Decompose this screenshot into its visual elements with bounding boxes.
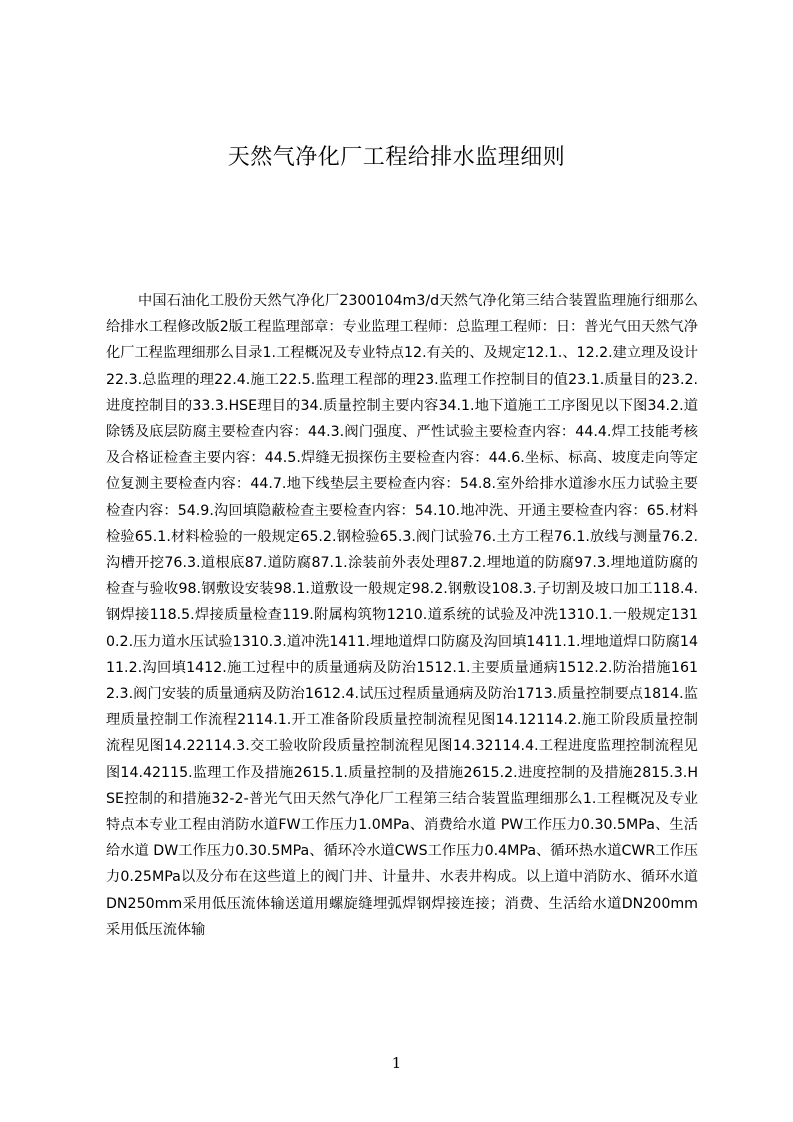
document-title: 天然气净化厂工程给排水监理细则 — [227, 145, 566, 170]
page-number: 1 — [391, 1054, 402, 1072]
document-body-paragraph: 中国石油化工股份天然气净化厂2300104m3/d天然气净化第三结合装置监理施行细那么给排水工程修改版2版工程监理部章：专业监理工程师：总监理工程师：日：普光气田天然气净化厂工程监理细那么目录1.工程概况及专业特点12.有关的、及规定12.1.、12.2.建立理及设计22.3.总监理的理22.4.施工22.5.监理工程部的理23.监理工作控制目的值23.1.质量目的23.2.进度控制目的33.3.HSE理目的34.质量控制主要内容34.1.地下道施工工序图见以下图34.2.道除锈及底层防腐主要检查内容：44.3.阀门强度、严性试验主要检查内容：44.4.焊工技能考核及合格证检查主要内容：44.5.焊缝无损探伤主要检查内容：44.6.坐标、标高、坡度走向等定位复测主要检查内容：44.7.地下线垫层主要检查内容：54.8.室外给排水道渗水压力试验主要检查内容：54.9.沟回填隐蔽检查主要检查内容：54.10.地冲洗、开通主要检查内容：65.材料检验65.1.材料检验的一般规定65.2.钢检验65.3.阀门试验76.土方工程76.1.放线与测量76.2.沟槽开挖76.3.道根底87.道防腐87.1.涂装前外表处理87.2.埋地道的防腐97.3.埋地道防腐的检查与验收98.钢敷设安装98.1.道敷设一般规定98.2.钢敷设108.3.子切割及坡口加工118.4.钢焊接118.5.焊接质量检查119.附属构筑物1210.道系统的试验及冲洗1310.1.一般规定1310.2.压力道水压试验1310.3.道冲洗1411.埋地道焊口防腐及沟回填1411.1.埋地道焊口防腐1411.2.沟回填1412.施工过程中的质量通病及防治1512.1.主要质量通病1512.2.防治措施1612.3.阀门安装的质量通病及防治1612.4.试压过程质量通病及防治1713.质量控制要点1814.监理质量控制工作流程2114.1.开工准备阶段质量控制流程见图14.12114.2.施工阶段质量控制流程见图14.22114.3.交工验收阶段质量控制流程见图14.32114.4.工程进度监理控制流程见图14.42115.监理工作及措施2615.1.质量控制的及措施2615.2.进度控制的及措施2815.3.HSE控制的和措施32-2-普光气田天然气净化厂工程第三结合装置监理细那么1.工程概况及专业特点本专业工程由消防水道FW工作压力1.0MPa、消费给水道 PW工作压力0.30.5MPa、生活给水道 DW工作压力0.30.5MPa、循环冷水道CWS工作压力0.4MPa、循环热水道CWR工作压力0.25MPa以及分布在这些道上的阀门井、计量井、水表井构成。以上道中消防水、循环水道DN250mm采用低压流体输送道用螺旋缝埋弧焊钢焊接连接；消费、生活给水道DN200mm采用低压流体输 — [106, 293, 698, 938]
